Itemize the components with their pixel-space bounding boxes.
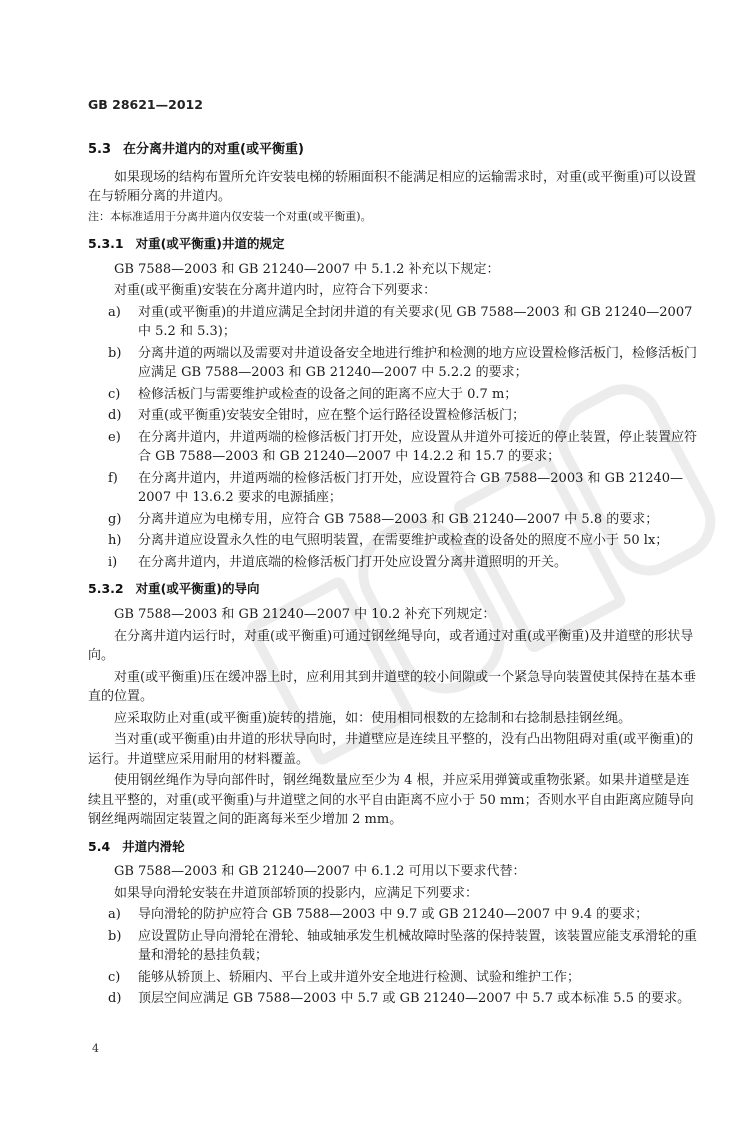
list-item xyxy=(108,553,698,573)
section-number: 5.3.1 xyxy=(88,236,124,251)
list-marker: i) xyxy=(108,554,118,570)
list-item xyxy=(108,344,698,383)
list-text: 在分离井道内，井道底端的检修活板门打开处应设置分离井道照明的开关。 xyxy=(138,554,568,570)
section-5-3-1-heading xyxy=(88,235,698,254)
list-marker: d) xyxy=(108,991,122,1007)
list-text: 导向滑轮的防护应符合 GB 7588—2003 中 9.7 或 GB 21240—2007 中 9.4 的要求； xyxy=(138,907,649,923)
document-body xyxy=(88,140,698,1011)
list-item xyxy=(108,510,698,530)
list-marker: d) xyxy=(108,408,122,424)
paragraph: GB 7588—2003 和 GB 21240—2007 中 10.2 补充下列规定： xyxy=(114,607,496,622)
list-item xyxy=(108,385,698,405)
list-marker: b) xyxy=(108,928,122,944)
section-number: 5.3 xyxy=(88,142,112,157)
paragraph: 对重(或平衡重)安装在分离井道内时，应符合下列要求： xyxy=(114,283,437,299)
list-text: 对重(或平衡重)安装安全钳时，应在整个运行路径设置检修活板门； xyxy=(138,408,526,424)
paragraph: 当对重(或平衡重)由井道的形状导向时，井道壁应是连续且平整的，没有凸出物阻碍对重(或平衡重)的运行。井道壁应采用耐用的材料覆盖。 xyxy=(88,732,694,767)
list-item xyxy=(108,905,698,925)
list-marker: a) xyxy=(108,907,121,923)
list-item xyxy=(108,927,698,966)
list-item xyxy=(108,968,698,988)
section-title: 对重(或平衡重)的导向 xyxy=(135,581,260,597)
list-text: 分离井道应设置永久性的电气照明装置，在需要维护或检查的设备处的照度不应小于 50 lx； xyxy=(138,533,669,549)
list-text: 应设置防止导向滑轮在滑轮、轴或轴承发生机械故障时坠落的保持装置，该装置应能支承滑轮的重量和滑轮的悬挂负载； xyxy=(138,928,698,964)
list-item xyxy=(108,989,698,1009)
paragraph: 对重(或平衡重)压在缓冲器上时，应利用其到井道壁的较小间隙或一个紧急导向装置使其保持在基本垂直的位置。 xyxy=(88,669,697,704)
section-title: 井道内滑轮 xyxy=(122,838,185,854)
list-text: 能够从轿顶上、轿厢内、平台上或井道外安全地进行检测、试验和维护工作； xyxy=(138,969,581,985)
section-number: 5.3.2 xyxy=(88,581,124,597)
paragraph: 如果现场的结构布置所允许安装电梯的轿厢面积不能满足相应的运输需求时，对重(或平衡重)可以设置在与轿厢分离的井道内。 xyxy=(88,169,697,204)
list-text: 检修活板门与需要维护或检查的设备之间的距离不应大于 0.7 m； xyxy=(138,386,518,402)
note: 注：本标准适用于分离井道内仅安装一个对重(或平衡重)。 xyxy=(88,209,372,223)
list-marker: g) xyxy=(108,511,122,527)
standard-code-header: GB 28621—2012 xyxy=(88,97,203,112)
list-item xyxy=(108,469,698,508)
list-item xyxy=(108,406,698,426)
paragraph: 应采取防止对重(或平衡重)旋转的措施，如：使用相同根数的左捻制和右捻制悬挂钢丝绳。 xyxy=(114,710,632,726)
list-marker: c) xyxy=(108,969,121,985)
list-item xyxy=(108,303,698,342)
list-item xyxy=(108,428,698,467)
list-marker: e) xyxy=(108,429,121,445)
section-5-3-heading xyxy=(88,140,698,160)
list-marker: f) xyxy=(108,470,118,486)
list-marker: b) xyxy=(108,345,122,361)
section-5-4-heading xyxy=(88,838,698,857)
list-marker: h) xyxy=(108,533,122,549)
list-text: 顶层空间应满足 GB 7588—2003 中 5.7 或 GB 21240—2007 中 5.7 或本标准 5.5 的要求。 xyxy=(138,991,691,1007)
paragraph: GB 7588—2003 和 GB 21240—2007 中 5.1.2 补充以下规定： xyxy=(114,261,500,277)
list-text: 在分离井道内，井道两端的检修活板门打开处，应设置从井道外可接近的停止装置，停止装置应符合 GB 7588—2003 和 GB 21240—2007 中 14.2.2 和 15.7 的要求； xyxy=(138,429,698,465)
section-5-3-2-heading xyxy=(88,580,698,599)
section-title: 在分离井道内的对重(或平衡重) xyxy=(123,142,304,157)
section-title: 对重(或平衡重)井道的规定 xyxy=(135,236,285,251)
list-marker: c) xyxy=(108,386,121,402)
list-text: 分离井道应为电梯专用，应符合 GB 7588—2003 和 GB 21240—2007 中 5.8 的要求； xyxy=(138,511,659,527)
list-item xyxy=(108,531,698,551)
paragraph: 在分离井道内运行时，对重(或平衡重)可通过钢丝绳导向，或者通过对重(或平衡重)及井道壁的形状导向。 xyxy=(88,628,694,663)
paragraph: GB 7588—2003 和 GB 21240—2007 中 6.1.2 可用以下要求代替： xyxy=(114,864,526,880)
section-number: 5.4 xyxy=(88,838,111,854)
list-text: 在分离井道内，井道两端的检修活板门打开处，应设置符合 GB 7588—2003 和 GB 21240—2007 中 13.6.2 要求的电源插座； xyxy=(138,470,684,506)
paragraph: 如果导向滑轮安装在井道顶部轿顶的投影内，应满足下列要求： xyxy=(114,885,479,901)
page-number: 4 xyxy=(92,1042,99,1055)
list-marker: a) xyxy=(108,304,121,320)
list-text: 对重(或平衡重)的井道应满足全封闭井道的有关要求(见 GB 7588—2003 和 GB 21240—2007 中 5.2 和 5.3)； xyxy=(138,304,693,340)
paragraph: 使用钢丝绳作为导向部件时，钢丝绳数量应至少为 4 根，并应采用弹簧或重物张紧。如果井道壁是连续且平整的，对重(或平衡重)与井道壁之间的水平自由距离不应小于 50 mm；否则水平自由距离应随导向钢丝绳两端固定装置之间的距离每米至少增加 2 mm。 xyxy=(88,773,694,827)
list-text: 分离井道的两端以及需要对井道设备安全地进行维护和检测的地方应设置检修活板门，检修活板门应满足 GB 7588—2003 和 GB 21240—2007 中 5.2.2 的要求； xyxy=(138,345,698,381)
